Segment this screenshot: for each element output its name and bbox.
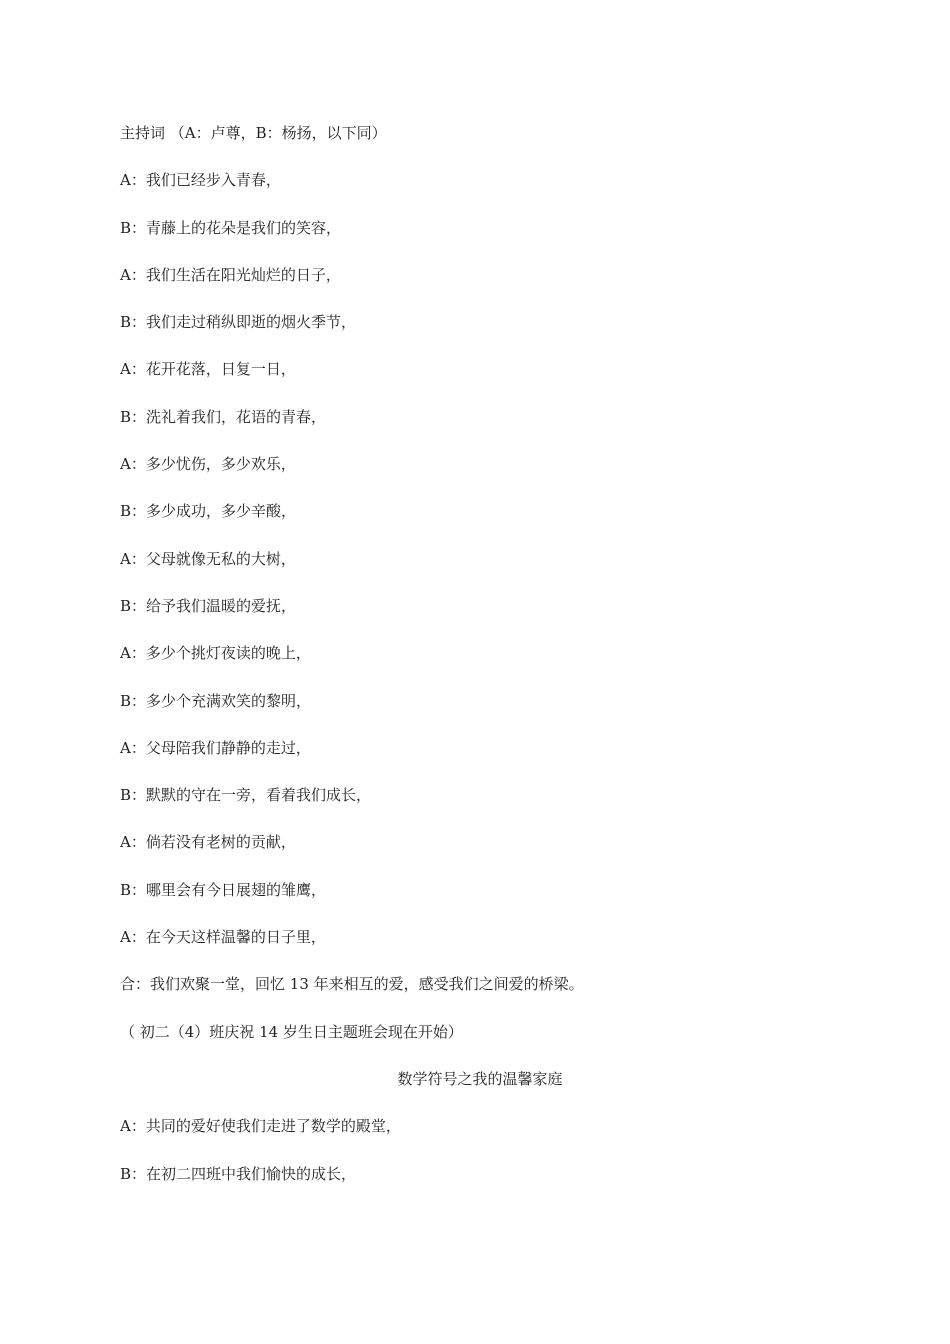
stage-direction-line: （ 初二（4）班庆祝 14 岁生日主题班会现在开始）: [120, 1022, 463, 1041]
dialogue-line: B：洗礼着我们，花语的青春，: [120, 407, 327, 426]
host-intro-line: 主持词 （A：卢尊，B：杨扬，以下同）: [120, 124, 387, 142]
dialogue-line: B：给予我们温暖的爱抚，: [120, 596, 297, 615]
dialogue-line: B：多少成功，多少辛酸，: [120, 502, 297, 521]
document-body: [120, 123, 840, 1211]
dialogue-line: B：青藤上的花朵是我们的笑容，: [120, 218, 342, 237]
dialogue-line: A：花开花落，日复一日，: [120, 360, 296, 379]
section-title: 数学符号之我的温馨家庭: [397, 1069, 563, 1088]
dialogue-line: A：我们生活在阳光灿烂的日子，: [120, 265, 341, 284]
dialogue-line: B：在初二四班中我们愉快的成长，: [120, 1164, 357, 1183]
dialogue-line: A：多少忧伤，多少欢乐，: [120, 455, 296, 474]
dialogue-line: B：哪里会有今日展翅的雏鹰，: [120, 880, 327, 899]
dialogue-line: A：在今天这样温馨的日子里，: [120, 928, 326, 947]
dialogue-line: 合：我们欢聚一堂，回忆 13 年来相互的爱，感受我们之间爱的桥梁。: [120, 975, 584, 994]
dialogue-line: A：我们已经步入青春，: [120, 171, 281, 190]
dialogue-line: A：共同的爱好使我们走进了数学的殿堂，: [120, 1117, 401, 1136]
dialogue-line: B：多少个充满欢笑的黎明，: [120, 691, 312, 710]
dialogue-line: A：父母陪我们静静的走过，: [120, 738, 311, 757]
dialogue-line: A：多少个挑灯夜读的晚上，: [120, 644, 311, 663]
dialogue-line: A：倘若没有老树的贡献，: [120, 833, 296, 852]
dialogue-line: B：默默的守在一旁，看着我们成长，: [120, 786, 372, 805]
dialogue-line: A：父母就像无私的大树，: [120, 549, 296, 568]
dialogue-line: B：我们走过稍纵即逝的烟火季节，: [120, 313, 357, 332]
